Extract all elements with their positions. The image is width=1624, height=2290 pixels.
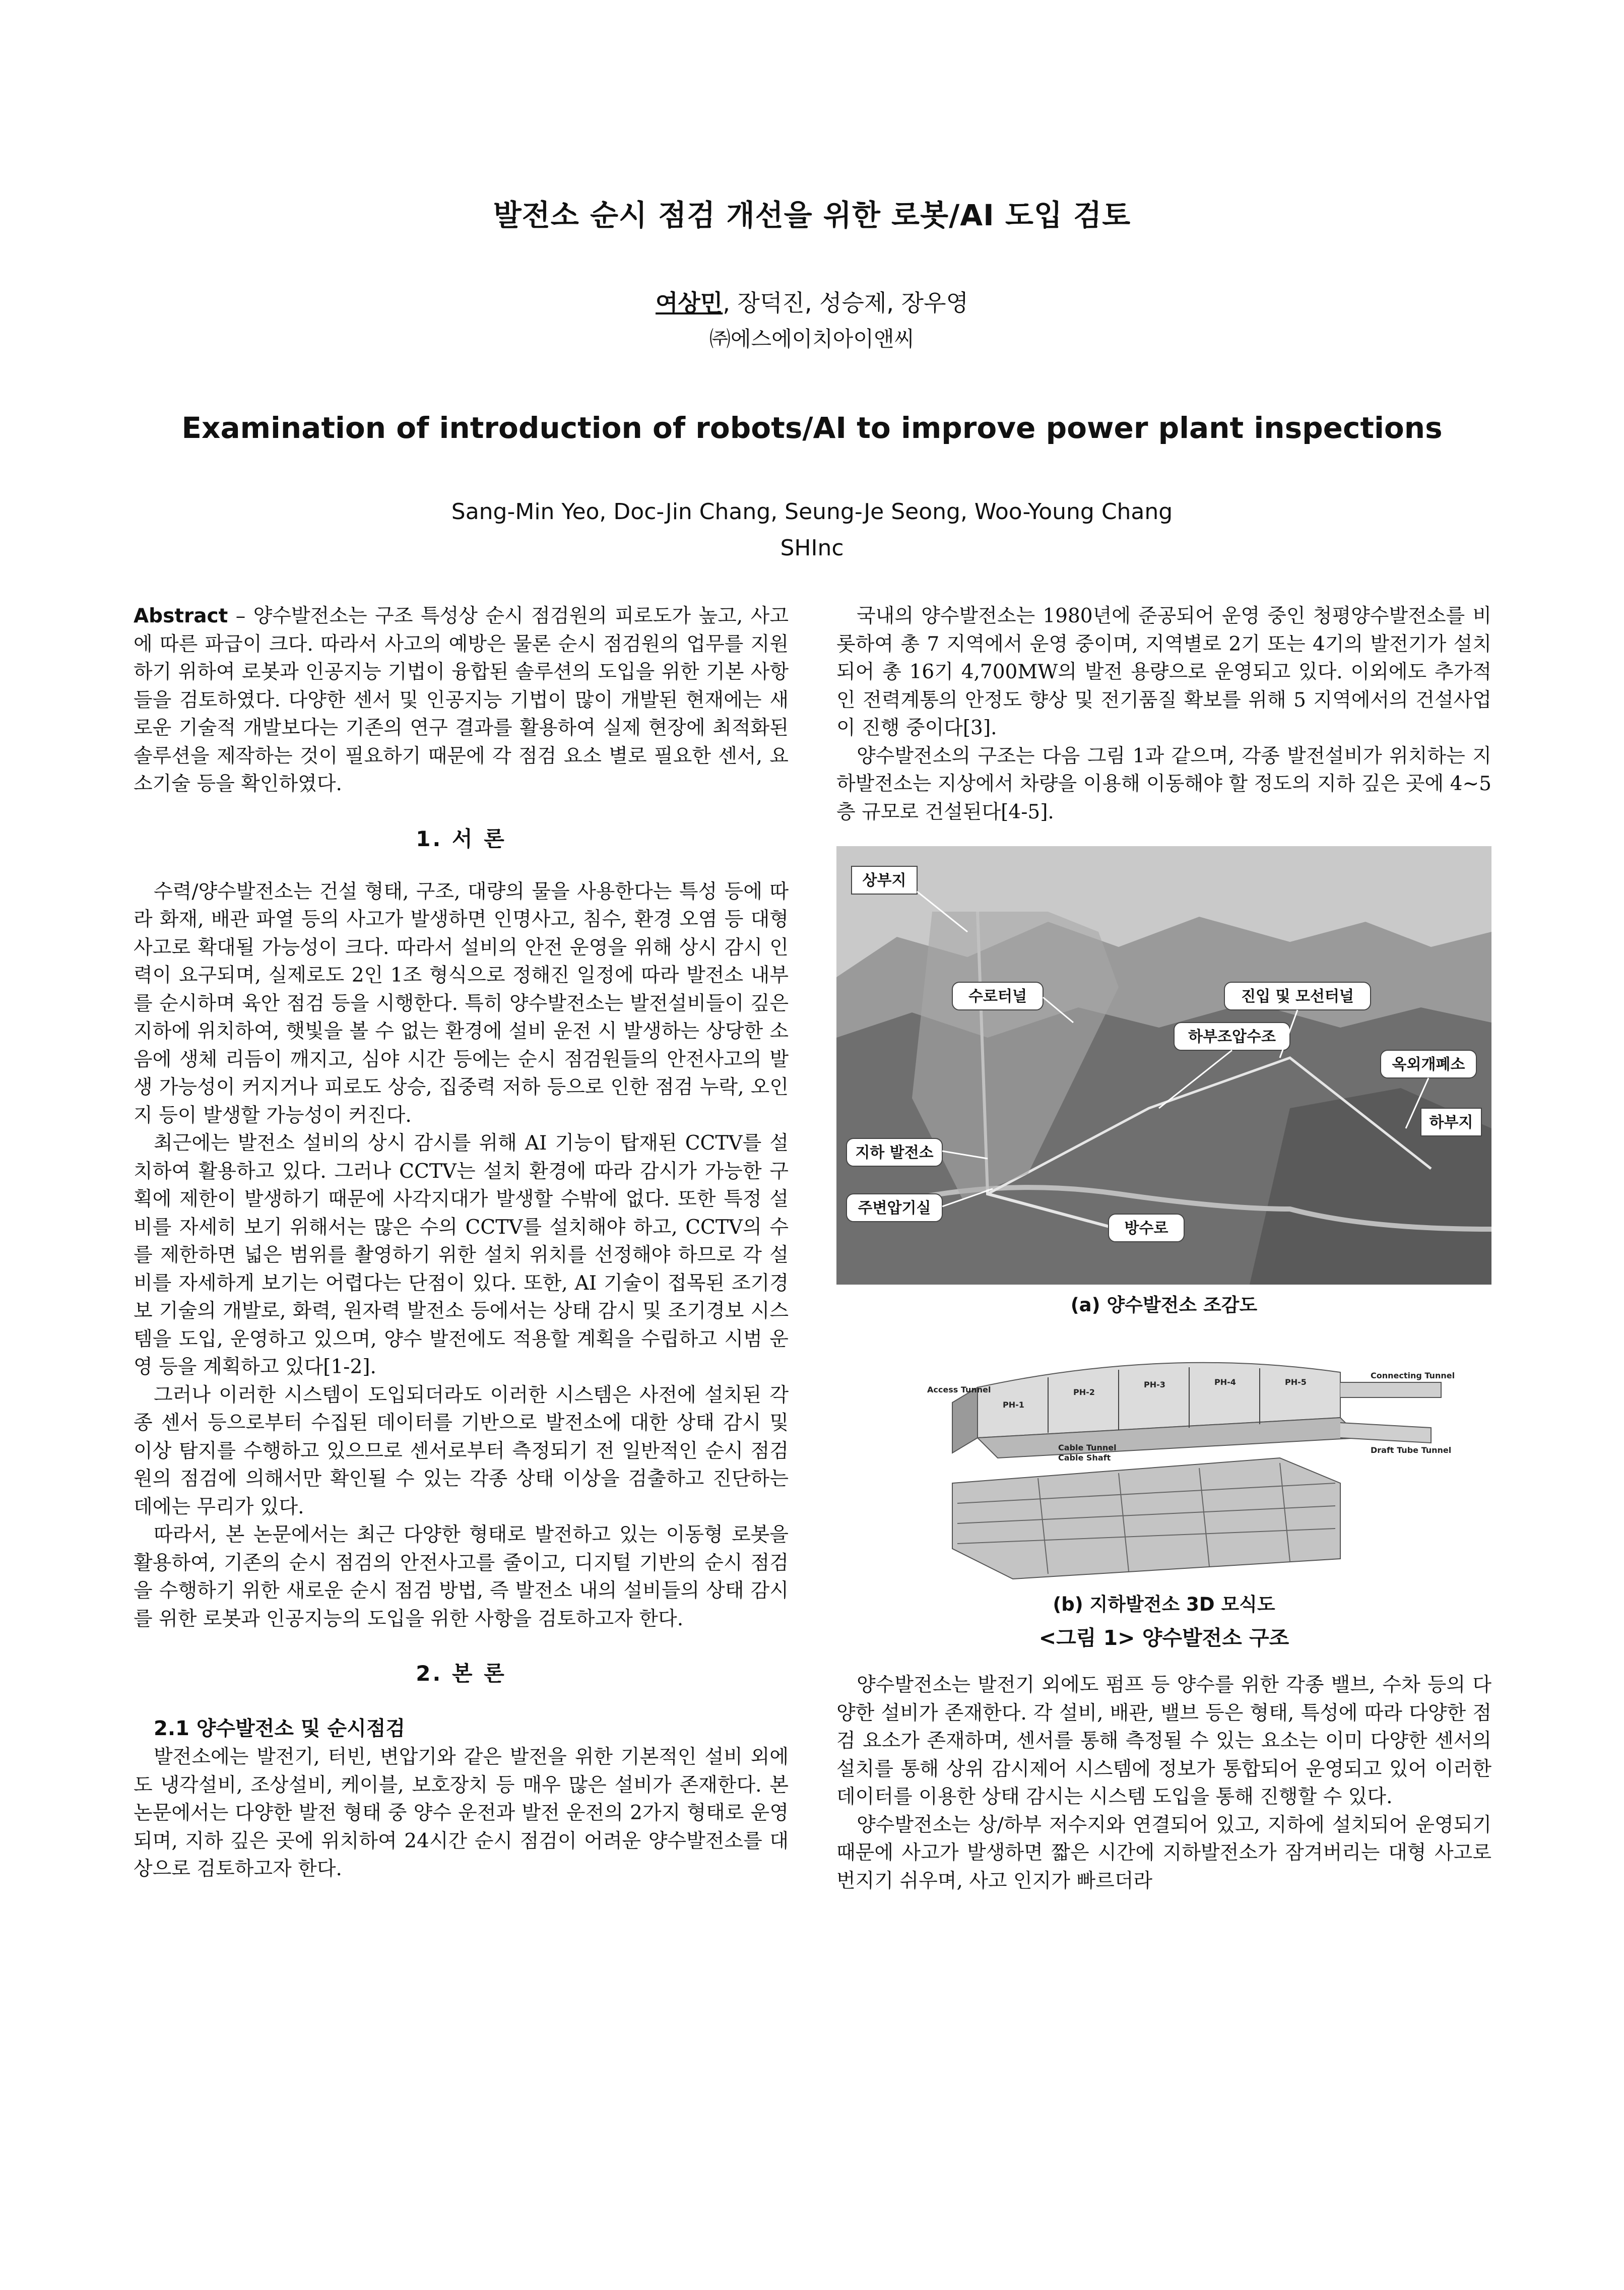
label-upper-reservoir: 상부지: [862, 872, 906, 889]
label-access-tunnel: 진입 및 모선터널: [1241, 988, 1354, 1005]
section-1-heading: 1. 서 론: [416, 826, 506, 851]
label-ph-3: PH-3: [1144, 1380, 1165, 1389]
affiliation-english: SHInc: [780, 535, 844, 561]
label-ph-5: PH-5: [1285, 1377, 1307, 1387]
label-tailrace: 방수로: [1124, 1220, 1168, 1237]
abstract: [134, 602, 789, 798]
label-lower-reservoir: 하부지: [1429, 1114, 1473, 1131]
section-2-heading: 2. 본 론: [416, 1661, 506, 1686]
figure-1-caption: <그림 1> 양수발전소 구조: [1038, 1626, 1289, 1650]
paper-title-english: Examination of introduction of robots/AI to improve power plant inspections: [181, 411, 1443, 445]
body-paragraph-3: 양수발전소의 구조는 다음 그림 1과 같으며, 각종 발전설비가 위치하는 지하발전소는 지상에서 차량을 이용해 이동해야 할 정도의 지하 깊은 곳에 4~5층 규모로 건설된다[4-5].: [836, 744, 1491, 823]
abstract-label: Abstract: [134, 605, 228, 627]
label-switchyard: 옥외개폐소: [1392, 1056, 1465, 1073]
co-authors: , 장덕진, 성승제, 장우영: [723, 289, 968, 316]
abstract-text: – 양수발전소는 구조 특성상 순시 점검원의 피로도가 높고, 사고에 따른 파급이 크다. 따라서 사고의 예방은 물론 순시 점검원의 업무를 지원하기 위하여 로봇과 인공지능 기법이 융합된 솔루션의 도입을 위한 기본 사항들을 검토하였다. 다양한 센서 및 인공지능 기법이 많이 개발된 현재에는 새로운 기술적 개발보다는 기존의 연구 결과를 활용하여 실제 현장에 최적화된 솔루션을 제작하는 것이 필요하기 때문에 각 점검 요소 별로 필요한 센서, 요소기술 등을 확인하였다.: [134, 605, 789, 795]
label-draft-tube-tunnel: Draft Tube Tunnel: [1371, 1445, 1452, 1455]
label-surge-tank: 하부조압수조: [1188, 1028, 1276, 1046]
figure-1a-aerial-view: [836, 846, 1491, 1285]
intro-paragraph-4: 따라서, 본 논문에서는 최근 다양한 형태로 발전하고 있는 이동형 로봇을 활용하여, 기존의 순시 점검의 안전사고를 줄이고, 디지털 기반의 순시 점검을 수행하기 위한 새로운 순시 점검 방법, 즉 발전소 내의 설비들의 상태 감시를 위한 로봇과 인공지능의 도입을 위한 사항을 검토하고자 한다.: [134, 1523, 789, 1630]
intro-paragraph-3: 그러나 이러한 시스템이 도입되더라도 이러한 시스템은 사전에 설치된 각종 센서 등으로부터 수집된 데이터를 기반으로 발전소에 대한 상태 감시 및 이상 탐지를 수행하고 있으므로 센서로부터 측정되기 전 일반적인 순시 점검원의 점검에 의해서만 확인될 수 있는 각종 상태 이상을 검출하고 진단하는 데에는 무리가 있다.: [134, 1383, 789, 1518]
figure-1a-caption: (a) 양수발전소 조감도: [1070, 1294, 1258, 1316]
figure-1b-3d-schematic: [836, 1332, 1491, 1584]
subsection-2-1-heading: 2.1 양수발전소 및 순시점검: [154, 1717, 406, 1740]
label-ph-1: PH-1: [1003, 1400, 1024, 1410]
label-ph-2: PH-2: [1073, 1387, 1095, 1397]
lead-author: 여상민: [656, 289, 723, 316]
label-access-tunnel-en: Access Tunnel: [927, 1385, 991, 1394]
paper-title-korean: 발전소 순시 점검 개선을 위한 로봇/AI 도입 검토: [493, 198, 1131, 232]
label-transformer-room: 주변압기실: [858, 1199, 931, 1217]
label-underground-plant: 지하 발전소: [855, 1144, 934, 1162]
label-headrace-tunnel: 수로터널: [968, 988, 1027, 1005]
body-paragraph-5: 양수발전소는 상/하부 저수지와 연결되어 있고, 지하에 설치되어 운영되기 때문에 사고가 발생하면 짧은 시간에 지하발전소가 잠겨버리는 대형 사고로 번지기 쉬우며, 사고 인지가 빠르더라: [836, 1813, 1491, 1892]
body-paragraph-4: 양수발전소는 발전기 외에도 펌프 등 양수를 위한 각종 밸브, 수차 등의 다양한 설비가 존재한다. 각 설비, 배관, 밸브 등은 형태, 특성에 따라 다양한 점검 요소가 존재하며, 센서를 통해 측정될 수 있는 요소는 이미 다양한 센서의 설치를 통해 상위 감시제어 시스템에 정보가 통합되어 운영되고 있어 이러한 데이터를 이용한 상태 감시는 시스템 도입을 통해 진행할 수 있다.: [836, 1674, 1491, 1808]
left-column: [134, 602, 789, 1883]
label-ph-4: PH-4: [1214, 1377, 1236, 1387]
intro-paragraph-2: 최근에는 발전소 설비의 상시 감시를 위해 AI 기능이 탑재된 CCTV를 설치하여 활용하고 있다. 그러나 CCTV는 설치 환경에 따라 감시가 가능한 구획에 제한이 발생하기 때문에 사각지대가 발생할 수밖에 없다. 또한 특정 설비를 자세히 보기 위해서는 많은 수의 CCTV를 설치해야 하고, CCTV의 수를 제한하면 넓은 범위를 촬영하기 위한 설치 위치를 선정해야 하므로 각 설비를 자세하게 보기는 어렵다는 단점이 있다. 또한, AI 기술이 접목된 조기경보 기술의 개발로, 화력, 원자력 발전소 등에서는 상태 감시 및 조기경보 시스템을 도입, 운영하고 있으며, 양수 발전에도 적용할 계획을 수립하고 시범 운영 등을 계획하고 있다[1-2].: [134, 1132, 789, 1378]
body-paragraph-2: 국내의 양수발전소는 1980년에 준공되어 운영 중인 청평양수발전소를 비롯하여 총 7 지역에서 운영 중이며, 지역별로 2기 또는 4기의 발전기가 설치되어 총 16기 4,700MW의 발전 용량으로 운영되고 있다. 이외에도 추가적인 전력계통의 안정도 향상 및 전기품질 확보를 위해 5 지역에서의 건설사업이 진행 중이다[3].: [836, 605, 1491, 739]
figure-1b-caption: (b) 지하발전소 3D 모식도: [1053, 1594, 1275, 1615]
right-column: [836, 602, 1491, 1895]
label-cable-shaft: Cable Shaft: [1058, 1453, 1111, 1462]
intro-paragraph-1: 수력/양수발전소는 건설 형태, 구조, 대량의 물을 사용한다는 특성 등에 따라 화재, 배관 파열 등의 사고가 발생하면 인명사고, 침수, 환경 오염 등 대형 사고로 확대될 가능성이 크다. 따라서 설비의 안전 운영을 위해 상시 감시 인력이 요구되며, 실제로도 2인 1조 형식으로 정해진 일정에 따라 발전소 내부를 순시하며 육안 점검 등을 시행한다. 특히 양수발전소는 발전설비들이 깊은 지하에 위치하여, 햇빛을 볼 수 없는 환경에 설비 운전 시 발생하는 상당한 소음에 생체 리듬이 깨지고, 심야 시간 등에는 순시 점검원들의 안전사고의 발생 가능성이 커지거나 피로도 상승, 집중력 저하 등으로 인한 점검 누락, 오인지 등이 발생할 가능성이 커진다.: [134, 880, 789, 1127]
label-cable-tunnel: Cable Tunnel: [1058, 1443, 1117, 1452]
label-connecting-tunnel: Connecting Tunnel: [1371, 1371, 1455, 1380]
body-paragraph-1: 발전소에는 발전기, 터빈, 변압기와 같은 발전을 위한 기본적인 설비 외에도 냉각설비, 조상설비, 케이블, 보호장치 등 매우 많은 설비가 존재한다. 본 논문에서는 다양한 발전 형태 중 양수 운전과 발전 운전의 2가지 형태로 운영되며, 지하 깊은 곳에 위치하여 24시간 순시 점검이 어려운 양수발전소를 대상으로 검토하고자 한다.: [134, 1746, 789, 1880]
authors-english: Sang-Min Yeo, Doc-Jin Chang, Seung-Je Seong, Woo-Young Chang: [451, 499, 1173, 525]
affiliation-korean: ㈜에스에이치아이앤씨: [709, 327, 915, 351]
authors-korean: [0, 285, 1624, 318]
